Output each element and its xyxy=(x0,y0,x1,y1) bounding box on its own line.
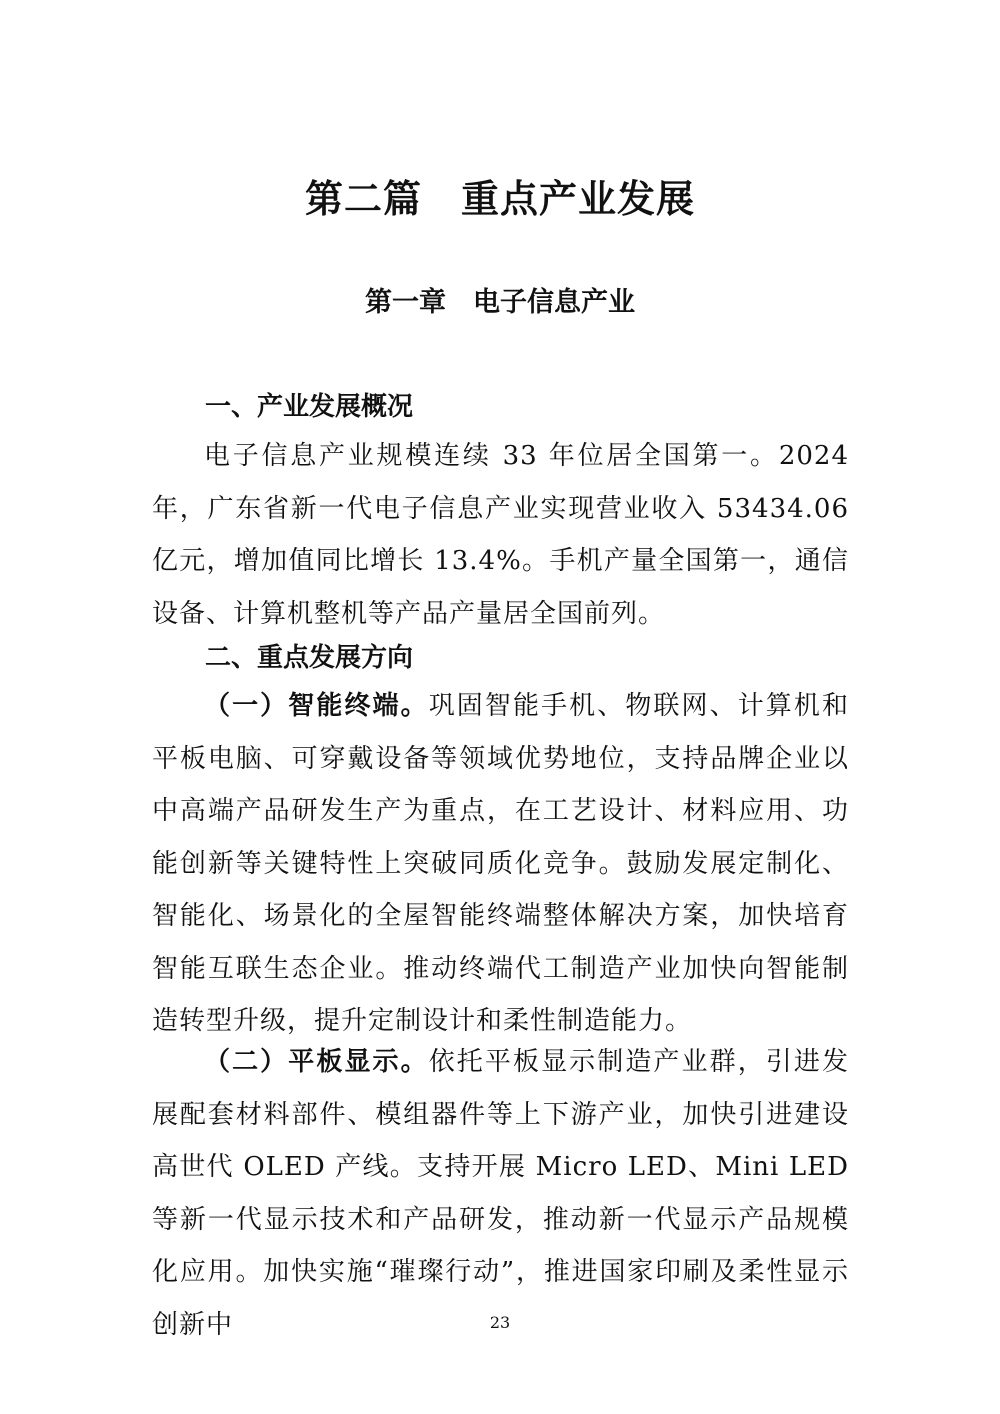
section-heading-directions: 二、重点发展方向 xyxy=(205,643,414,673)
paragraph-smart-terminals xyxy=(152,680,849,1048)
paragraph-text: 依托平板显示制造产业群，引进发展配套材料部件、模组器件等上下游产业，加快引进建设高世代 OLED 产线。支持开展 Micro LED、Mini LED 等新一代显示技术和产品研发，推动新一代显示产品规模化应用。加快实施“璀璨行动”，推进国家印刷及柔性显示创新中 xyxy=(152,1047,849,1340)
section-heading-overview: 一、产业发展概况 xyxy=(205,392,414,422)
paragraph-overview xyxy=(152,430,849,640)
page-number: 23 xyxy=(489,1313,511,1332)
paragraph-label-smart-terminals: （一）智能终端。 xyxy=(204,691,429,721)
paragraph-label-flat-panel-display: （二）平板显示。 xyxy=(204,1047,429,1077)
part-title: 第二篇 重点产业发展 xyxy=(304,176,695,221)
paragraph-flat-panel-display xyxy=(152,1036,849,1351)
paragraph-text: 巩固智能手机、物联网、计算机和平板电脑、可穿戴设备等领域优势地位，支持品牌企业以中高端产品研发生产为重点，在工艺设计、材料应用、功能创新等关键特性上突破同质化竞争。鼓励发展定制化、智能化、场景化的全屋智能终端整体解决方案，加快培育智能互联生态企业。推动终端代工制造产业加快向智能制造转型升级，提升定制设计和柔性制造能力。 xyxy=(152,691,849,1036)
paragraph-text: 电子信息产业规模连续 33 年位居全国第一。2024 年，广东省新一代电子信息产业实现营业收入 53434.06 亿元，增加值同比增长 13.4%。手机产量全国第一，通信设备、计算机整机等产品产量居全国前列。 xyxy=(152,441,849,629)
chapter-title: 第一章 电子信息产业 xyxy=(365,287,635,318)
